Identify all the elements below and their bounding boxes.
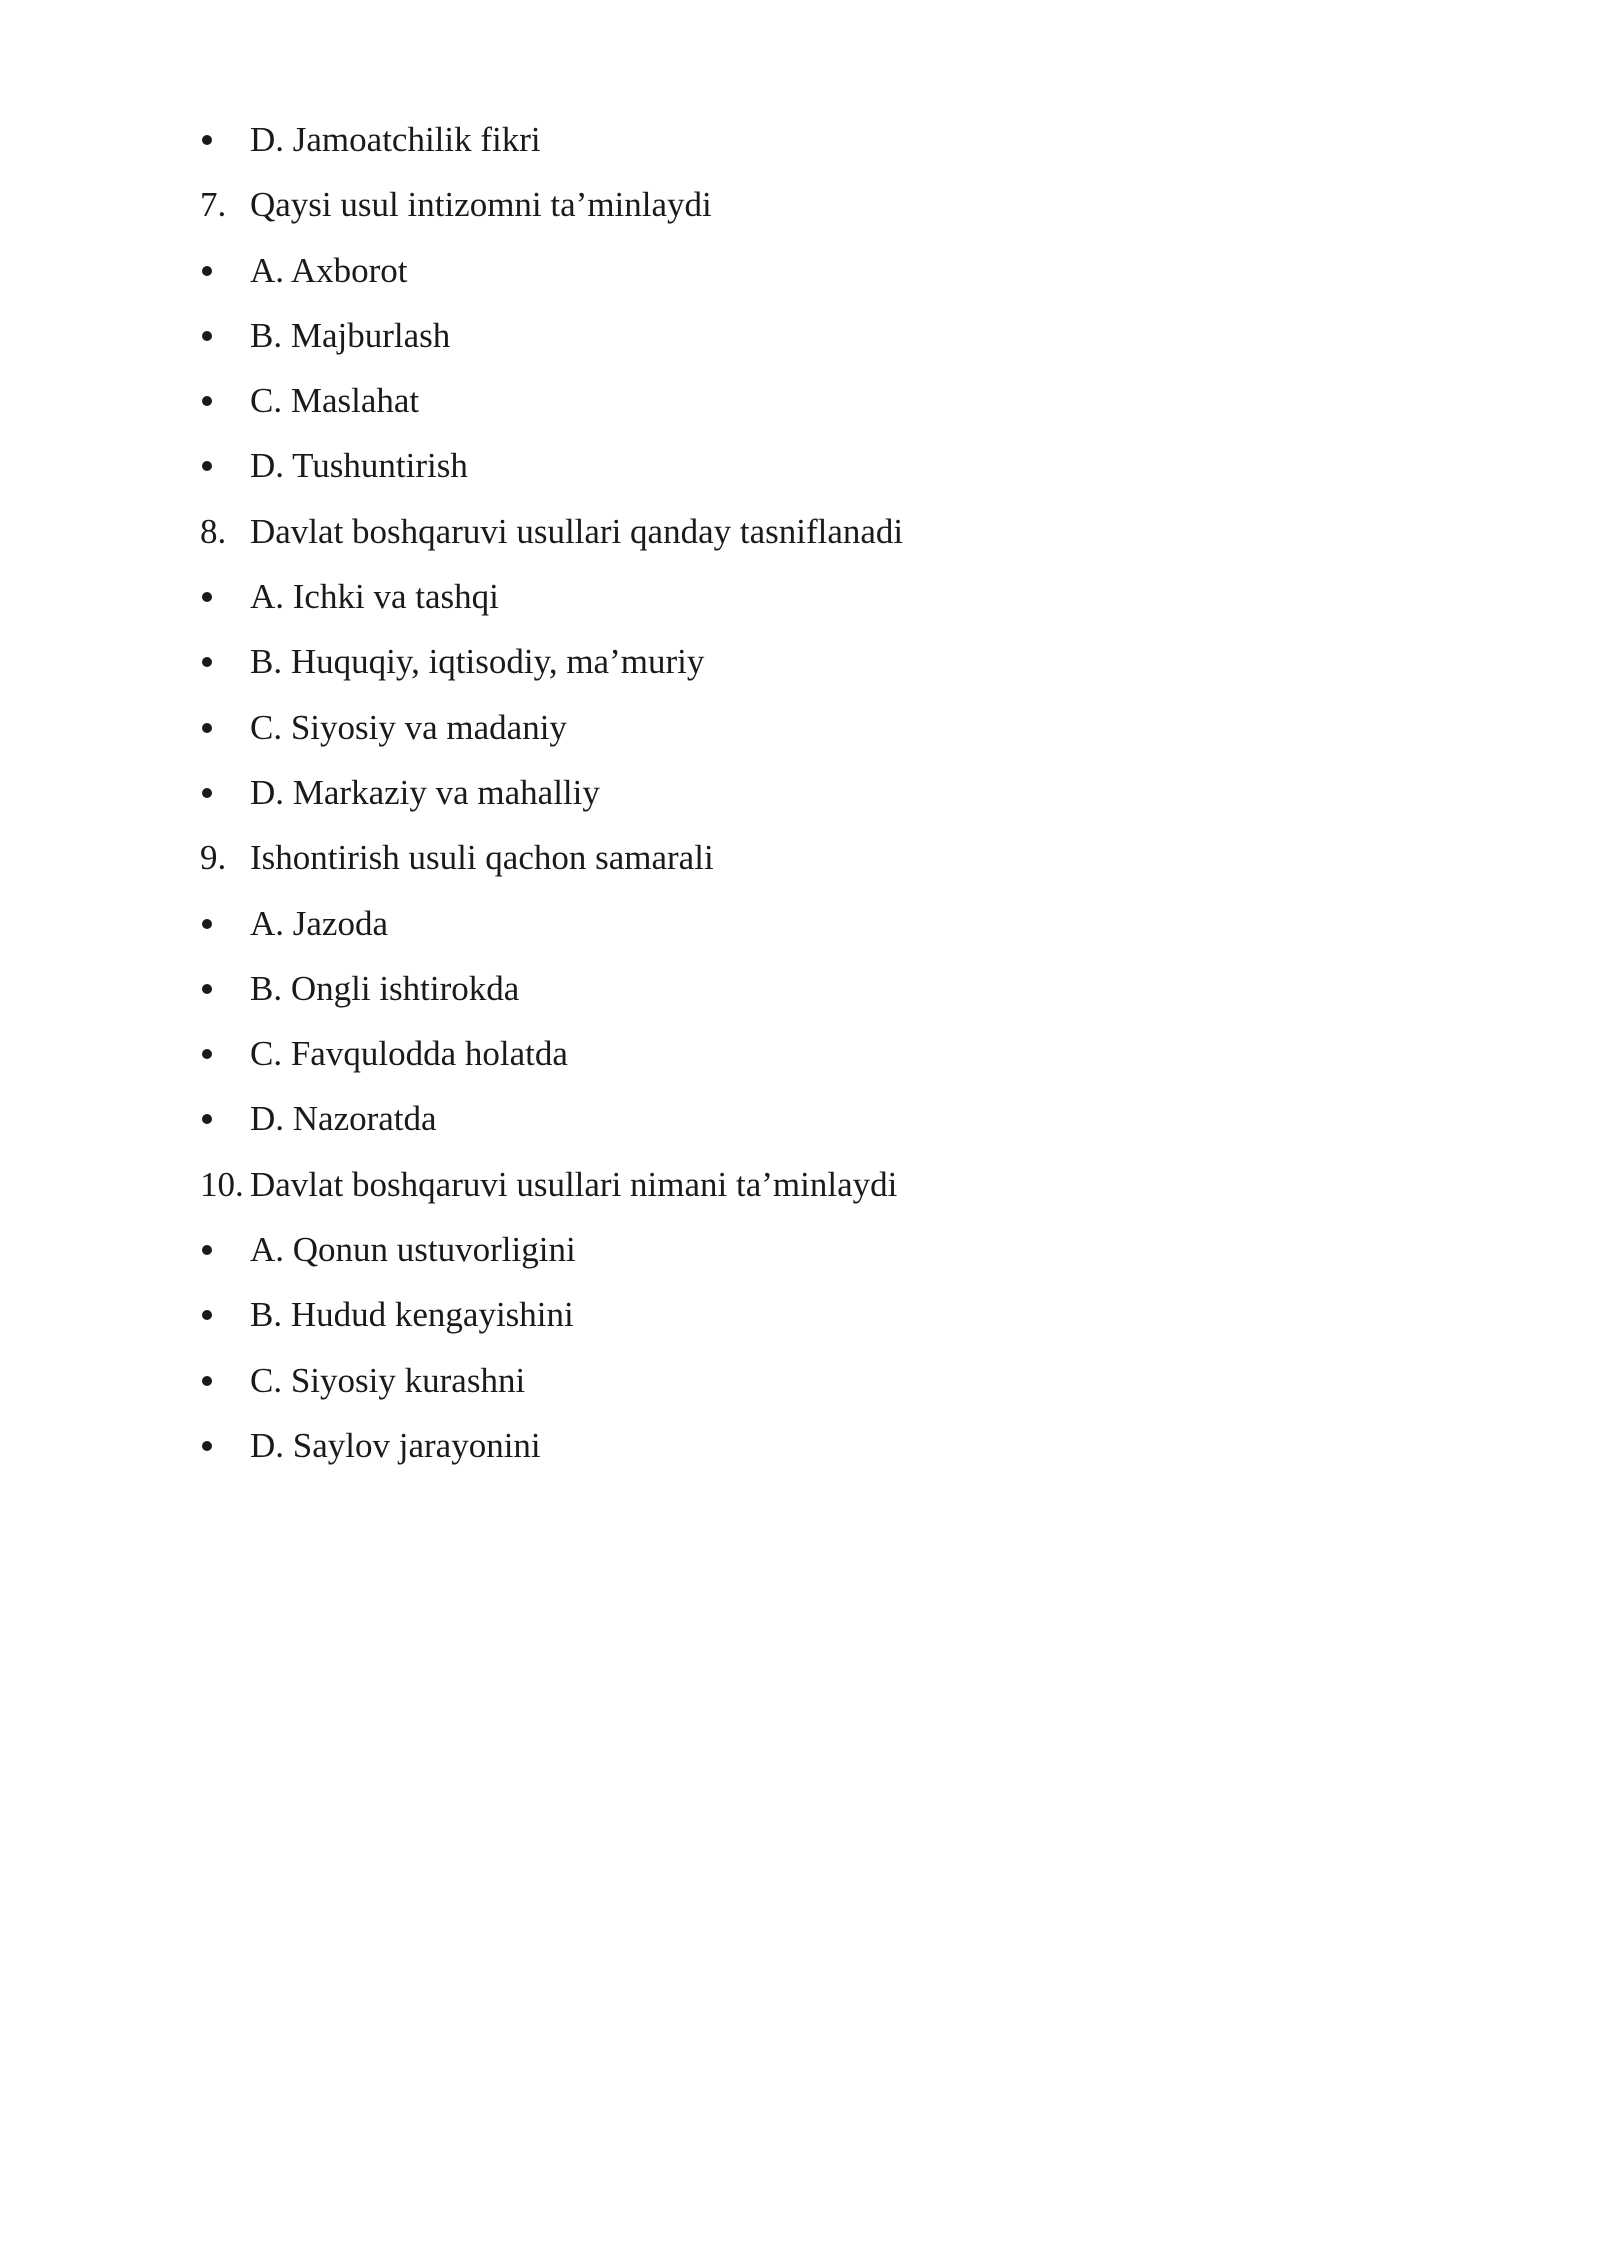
list-item — [200, 760, 1400, 825]
list-item — [200, 1348, 1400, 1413]
option-text: D. Saylov jarayonini — [250, 1425, 541, 1465]
list-item — [200, 368, 1400, 433]
option-text: B. Ongli ishtirokda — [250, 968, 520, 1008]
list-item — [200, 433, 1400, 498]
question-item — [200, 825, 1400, 890]
option-text: B. Majburlash — [250, 315, 451, 355]
option-text: A. Ichki va tashqi — [250, 577, 499, 617]
bullet-icon — [202, 788, 212, 798]
bullet-icon — [202, 919, 212, 929]
question-number: 9. — [200, 838, 227, 878]
list-item — [200, 891, 1400, 956]
question-text: Davlat boshqaruvi usullari nimani ta’minlaydi — [250, 1164, 898, 1204]
list-item — [200, 1413, 1400, 1478]
question-item — [200, 172, 1400, 237]
option-text: C. Siyosiy kurashni — [250, 1360, 526, 1400]
question-text: Ishontirish usuli qachon samarali — [250, 838, 714, 878]
list-item — [200, 1282, 1400, 1347]
bullet-icon — [202, 135, 212, 145]
list-item — [200, 629, 1400, 694]
question-list — [200, 107, 1400, 1478]
bullet-icon — [202, 461, 212, 471]
question-number: 8. — [200, 511, 227, 551]
question-number: 10. — [200, 1164, 244, 1204]
bullet-icon — [202, 1049, 212, 1059]
bullet-icon — [202, 1310, 212, 1320]
bullet-icon — [202, 1441, 212, 1451]
option-text: C. Maslahat — [250, 381, 420, 421]
question-item — [200, 499, 1400, 564]
option-text: D. Tushuntirish — [250, 446, 468, 486]
bullet-icon — [202, 1114, 212, 1124]
question-number: 7. — [200, 185, 227, 225]
question-text: Qaysi usul intizomni ta’minlaydi — [250, 185, 712, 225]
bullet-icon — [202, 331, 212, 341]
option-text: D. Nazoratda — [250, 1099, 437, 1139]
bullet-icon — [202, 723, 212, 733]
list-item — [200, 956, 1400, 1021]
list-item — [200, 695, 1400, 760]
list-item — [200, 107, 1400, 172]
bullet-icon — [202, 1245, 212, 1255]
option-text: A. Jazoda — [250, 903, 389, 943]
list-item — [200, 303, 1400, 368]
option-text: A. Qonun ustuvorligini — [250, 1230, 576, 1270]
option-text: D. Markaziy va mahalliy — [250, 772, 600, 812]
list-item — [200, 1021, 1400, 1086]
list-item — [200, 238, 1400, 303]
option-text: C. Siyosiy va madaniy — [250, 707, 567, 747]
question-item — [200, 1152, 1400, 1217]
list-item — [200, 564, 1400, 629]
bullet-icon — [202, 657, 212, 667]
question-text: Davlat boshqaruvi usullari qanday tasniflanadi — [250, 511, 904, 551]
list-item — [200, 1217, 1400, 1282]
option-text: D. Jamoatchilik fikri — [250, 120, 541, 159]
bullet-icon — [202, 266, 212, 276]
bullet-icon — [202, 984, 212, 994]
option-text: B. Hudud kengayishini — [250, 1295, 574, 1335]
list-item — [200, 1086, 1400, 1151]
option-text: A. Axborot — [250, 250, 408, 290]
bullet-icon — [202, 396, 212, 406]
bullet-icon — [202, 1376, 212, 1386]
bullet-icon — [202, 592, 212, 602]
option-text: B. Huquqiy, iqtisodiy, ma’muriy — [250, 642, 705, 682]
option-text: C. Favqulodda holatda — [250, 1034, 568, 1074]
